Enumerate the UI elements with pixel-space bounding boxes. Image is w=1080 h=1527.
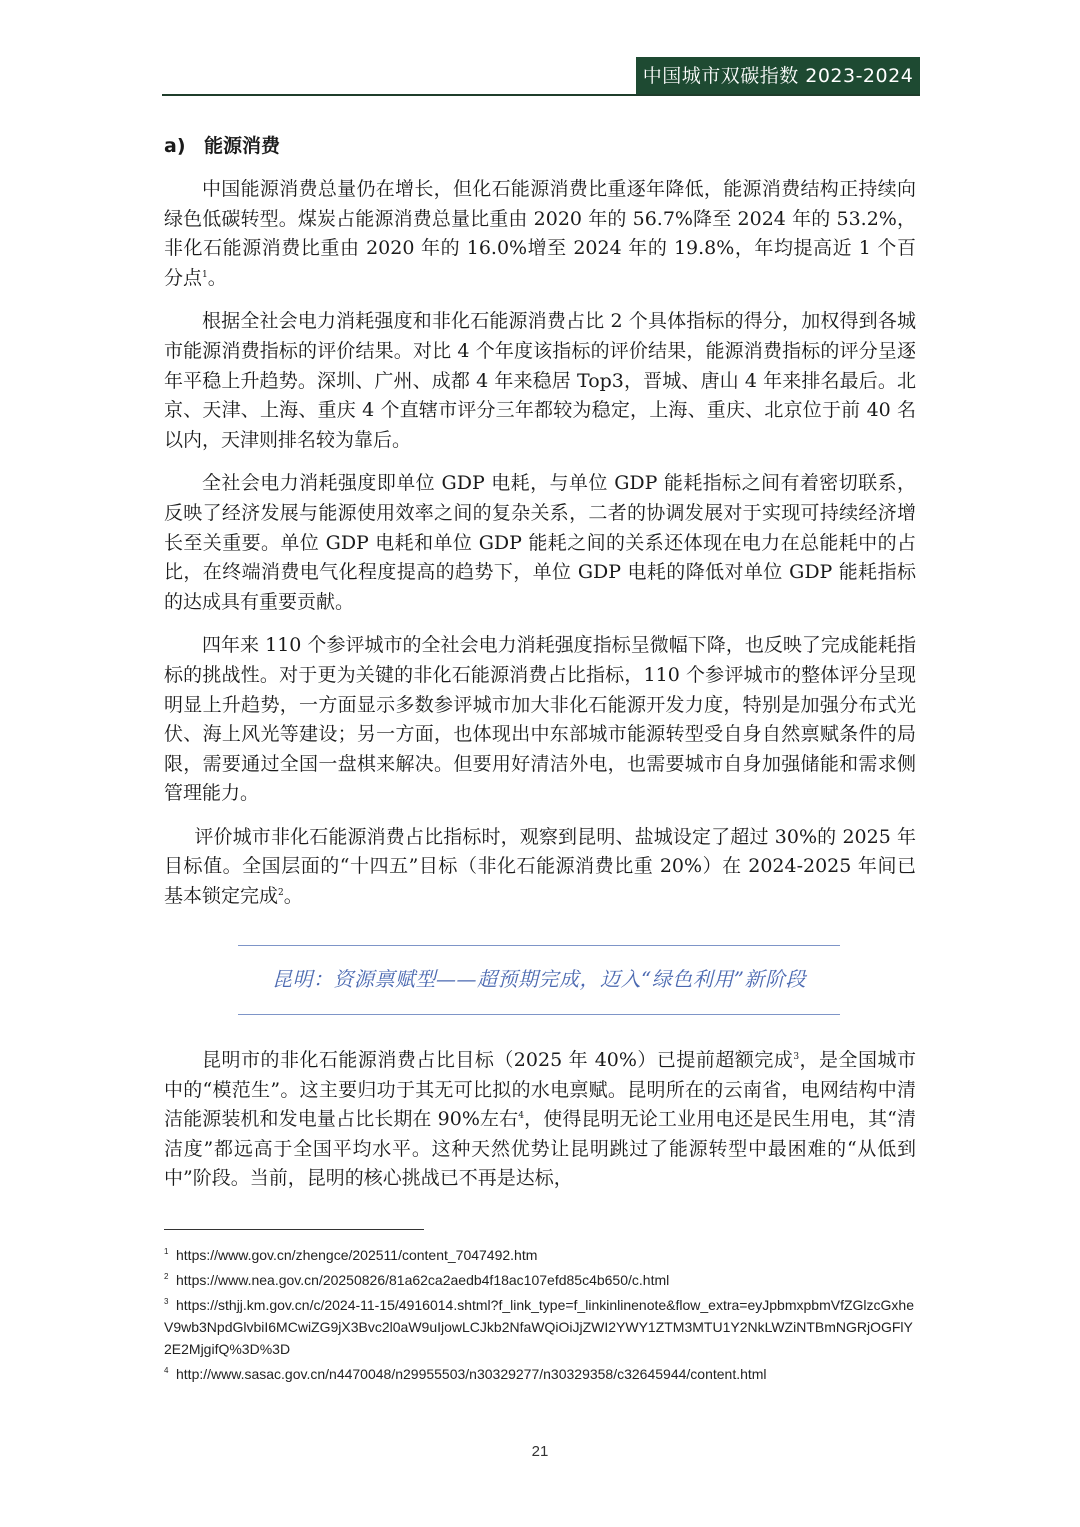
paragraph-electricity-intensity: 全社会电力消耗强度即单位 GDP 电耗，与单位 GDP 能耗指标之间有着密切联系，反映了经济发展与能源使用效率之间的复杂关系，二者的协调发展对于实现可持续经济增长至关重要。单位 GDP 电耗和单位 GDP 能耗之间的关系还体现在电力在总能耗中的占比，在终端消费电气化程度提高的趋势下，单位 GDP 电耗的降低对单位 GDP 能耗指标的达成具有重要贡献。: [164, 472, 916, 613]
footnote-ref-3[interactable]: 3: [793, 1052, 800, 1062]
footnote-number: 3: [164, 1297, 169, 1306]
footnote-number: 2: [164, 1272, 169, 1281]
paragraph-text: 中国能源消费总量仍在增长，但化石能源消费比重逐年降低，能源消费结构正持续向绿色低碳转型。煤炭占能源消费总量比重由 2020 年的 56.7%降至 2024 年的 53.2%，非化石能源消费比重由 2020 年的 16.0%增至 2024 年的 19.8%，年均提高近 1 个百分点: [164, 178, 916, 289]
section-marker: a): [164, 135, 186, 157]
footnote-ref-2[interactable]: 2: [278, 888, 284, 899]
header-rule: [162, 94, 920, 96]
paragraph-energy-structure: [164, 175, 916, 293]
footnote-number: 4: [164, 1366, 169, 1375]
paragraph-kunming: [164, 1046, 916, 1194]
kunming-callout: [238, 945, 840, 1015]
footnote-link[interactable]: https://sthjj.km.gov.cn/c/2024-11-15/4916014.shtml?f_link_type=f_linkinlinenote&flow_extra=eyJpbmxpbmVfZGlzcGxheV9wb3NpdGlvbiI6MCwiZG9jX3Bvc2l0aW9uIjowLCJkb2NfaWQiOiJjZWI2YWY1ZTM3MTU1Y2NkLWZiNTBmNGRjOGFlY2E2MjgifQ%3D%3D: [164, 1297, 914, 1357]
footnote-separator: [164, 1229, 424, 1230]
paragraph-text: 昆明市的非化石能源消费占比目标（2025 年 40%）已提前超额完成: [202, 1049, 794, 1071]
footnotes: [164, 1241, 916, 1385]
footnote-item: [164, 1241, 916, 1266]
paragraph-text: 评价城市非化石能源消费占比指标时，观察到昆明、盐城设定了超过 30%的 2025 年目标值。全国层面的“十四五”目标（非化石能源消费比重 20%）在 2024-2025 年间已基本锁定完成: [164, 825, 916, 908]
body-lower: [164, 1046, 916, 1194]
paragraph-end: 。: [207, 266, 227, 289]
footnote-link[interactable]: http://www.sasac.gov.cn/n4470048/n29955503/n30329277/n30329358/c32645944/content.html: [176, 1366, 767, 1382]
paragraph-text: ，使得昆明无论工业用电还是民生用电，其“清洁度”都远高于全国平均水平。这种天然优势让昆明跳过了能源转型中最困难的“从低到中”阶段。当前，昆明的核心挑战已不再是达标，: [164, 1108, 916, 1190]
paragraph-targets: [164, 823, 916, 912]
page-number: 21: [531, 1443, 549, 1460]
footnote-ref-4[interactable]: 4: [518, 1111, 524, 1122]
paragraph-evaluation-results: 根据全社会电力消耗强度和非化石能源消费占比 2 个具体指标的得分，加权得到各城市能源消费指标的评价结果。对比 4 个年度该指标的评价结果，能源消费指标的评分呈逐年平稳上升趋势。深圳、广州、成都 4 年来稳居 Top3，晋城、唐山 4 年来排名最后。北京、天津、上海、重庆 4 个直辖市评分三年都较为稳定，上海、重庆、北京位于前 40 名以内，天津则排名较为靠后。: [164, 310, 916, 451]
section-heading: [164, 132, 280, 160]
callout-title: 昆明：资源禀赋型——超预期完成，迈入“绿色利用”新阶段: [272, 967, 806, 991]
footnote-item: [164, 1291, 916, 1360]
footnote-item: [164, 1266, 916, 1291]
section-title: 能源消费: [204, 135, 281, 157]
paragraph-end: 。: [283, 885, 303, 908]
footnote-link[interactable]: https://www.gov.cn/zhengce/202511/content_7047492.htm: [176, 1247, 538, 1263]
footnote-link[interactable]: https://www.nea.gov.cn/20250826/81a62ca2aedb4f18ac107efd85c4b650/c.html: [176, 1272, 670, 1288]
header-title: 中国城市双碳指数 2023-2024: [636, 57, 920, 95]
footnote-number: 1: [164, 1247, 169, 1256]
footnote-ref-1[interactable]: 1: [202, 269, 208, 280]
paragraph-city-trends: 四年来 110 个参评城市的全社会电力消耗强度指标呈微幅下降，也反映了完成能耗指标的挑战性。对于更为关键的非化石能源消费占比指标，110 个参评城市的整体评分呈现明显上升趋势，一方面显示多数参评城市加大非化石能源开发力度，特别是加强分布式光伏、海上风光等建设；另一方面，也体现出中东部城市能源转型受自身自然禀赋条件的局限，需要通过全国一盘棋来解决。但要用好清洁外电，也需要城市自身加强储能和需求侧管理能力。: [164, 634, 916, 805]
footnote-item: [164, 1360, 916, 1385]
body-upper: [164, 175, 916, 912]
paragraph-text: ，是全国城市中的“模范生”。这主要归功于其无可比拟的水电禀赋。昆明所在的云南省，电网结构中清洁能源装机和发电量占比长期在 90%左右: [164, 1049, 916, 1131]
